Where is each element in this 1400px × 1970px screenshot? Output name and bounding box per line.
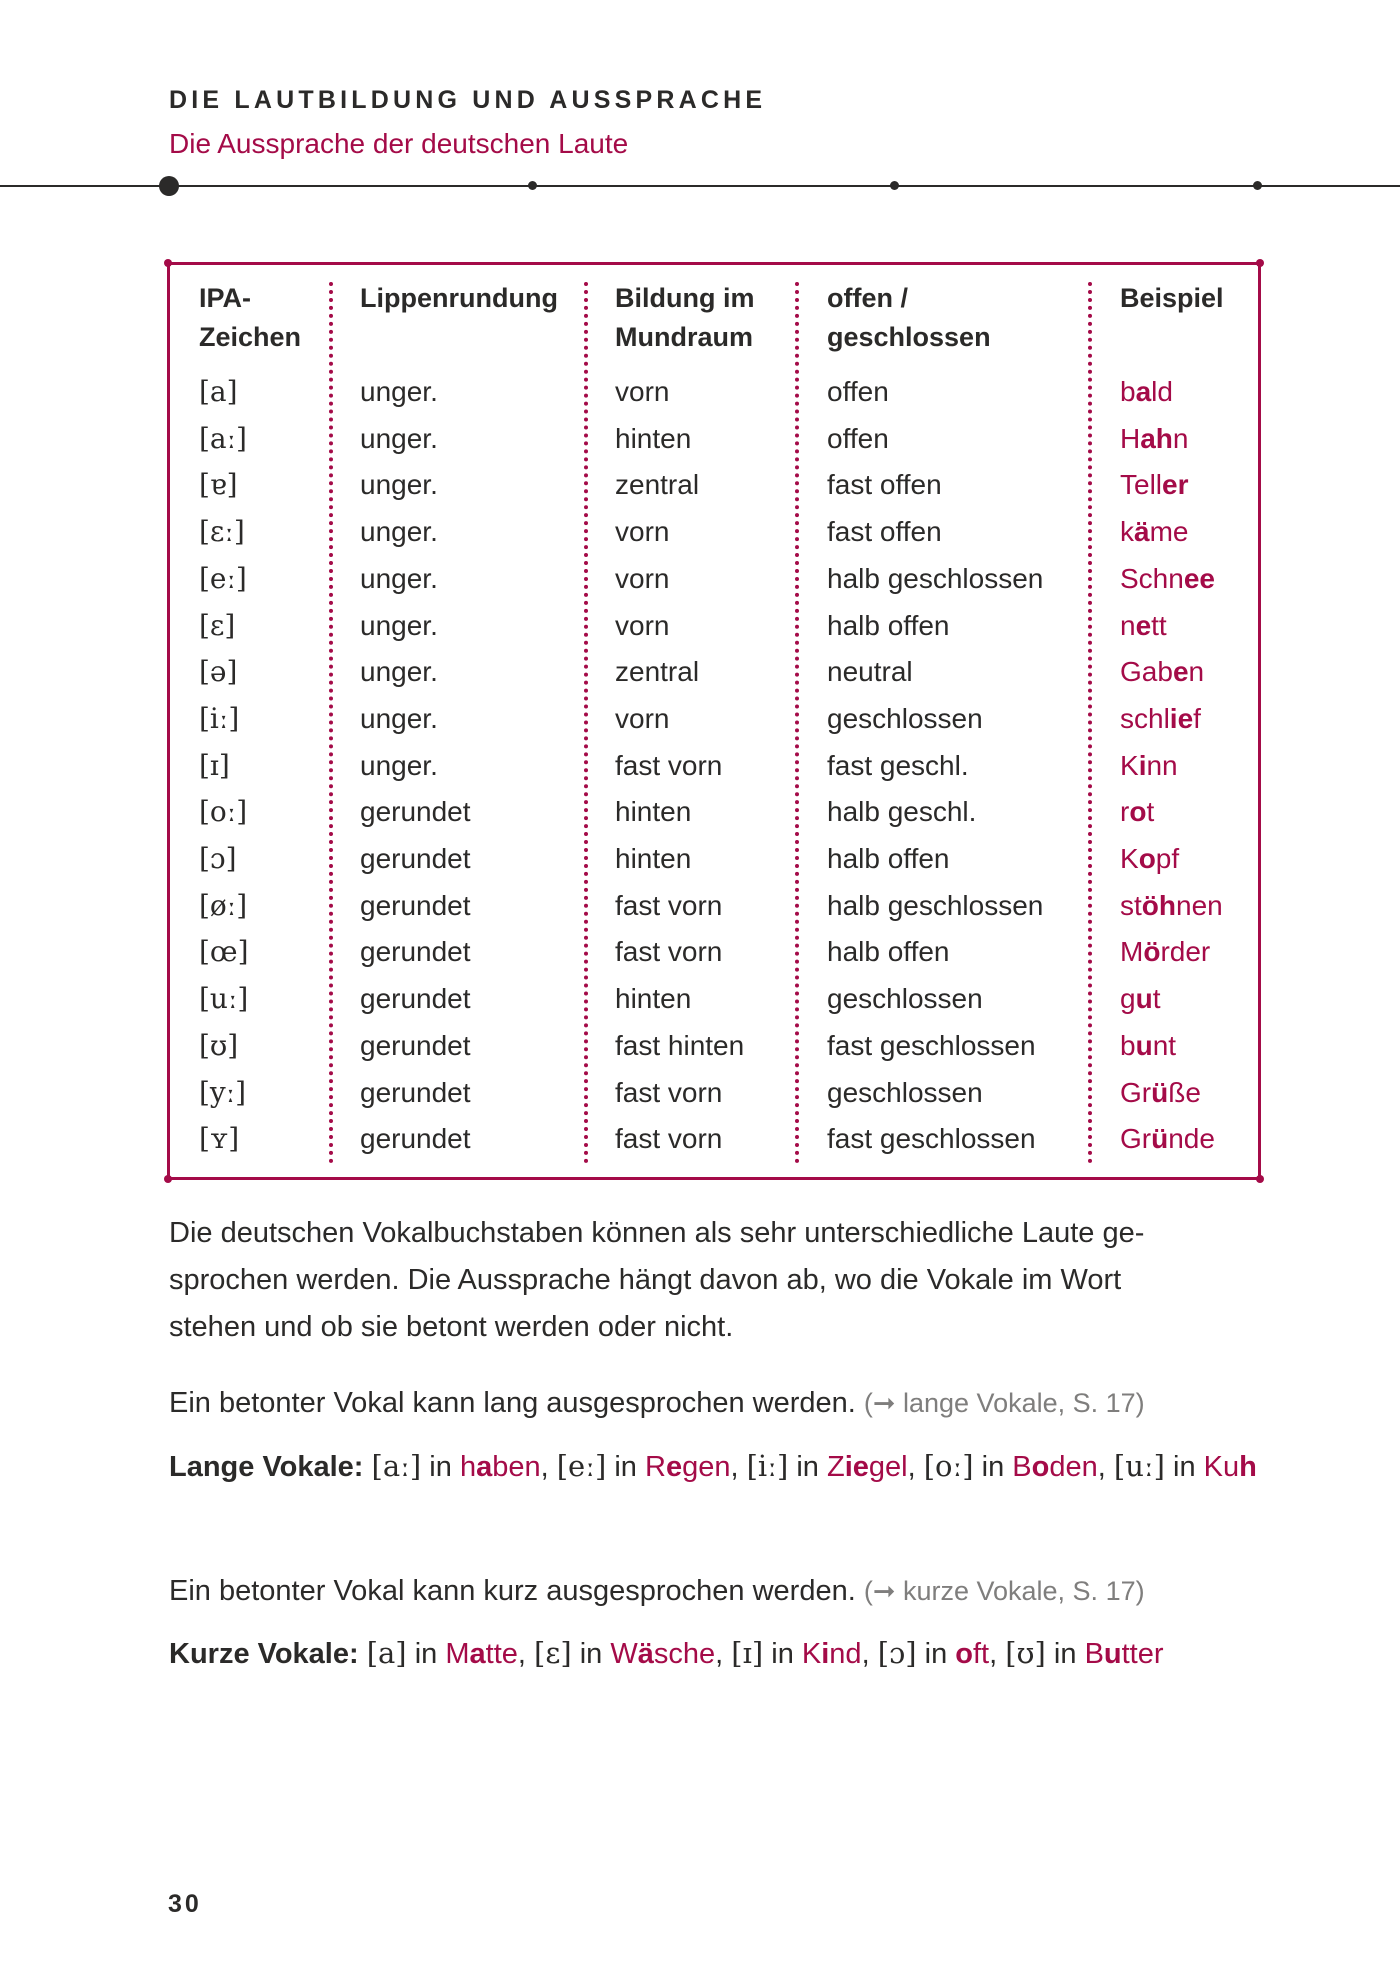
example-segment: M bbox=[1120, 936, 1144, 968]
cell-ipa: [œ] bbox=[199, 935, 249, 969]
cell-ipa: [iː] bbox=[199, 701, 240, 735]
connector-in: in bbox=[796, 1451, 819, 1483]
example-segment: h bbox=[459, 1451, 477, 1483]
example-word bbox=[645, 1451, 730, 1483]
example-segment: nde bbox=[1168, 1123, 1215, 1155]
cell-example-word bbox=[1120, 369, 1173, 416]
example-highlight: ü bbox=[1151, 1123, 1169, 1155]
cell-open: halb geschlossen bbox=[827, 889, 1044, 921]
table-row bbox=[170, 1116, 1258, 1163]
cell-lip: unger. bbox=[360, 516, 438, 548]
long-vowel-sentence bbox=[169, 1380, 1279, 1427]
cell-example-word bbox=[1120, 929, 1210, 976]
example-word bbox=[445, 1638, 518, 1670]
short-vowel-examples bbox=[169, 1630, 1279, 1678]
header-openness: offen / geschlossen bbox=[827, 283, 991, 352]
example-segment: ben bbox=[492, 1451, 541, 1483]
table-corner-dot bbox=[164, 1175, 172, 1183]
cell-lip: gerundet bbox=[360, 1123, 471, 1155]
cell-example-word bbox=[1120, 1116, 1215, 1163]
cell-open: geschlossen bbox=[827, 983, 983, 1015]
cell-ipa: [ə] bbox=[199, 655, 238, 689]
connector-in: in bbox=[1173, 1451, 1196, 1483]
example-highlight: ä bbox=[1134, 516, 1150, 548]
connector-in: in bbox=[924, 1638, 948, 1670]
example-highlight: ah bbox=[1140, 422, 1173, 454]
connector-in: in bbox=[579, 1638, 603, 1670]
cell-place: hinten bbox=[615, 983, 692, 1015]
table-row bbox=[170, 976, 1258, 1023]
example-segment: Z bbox=[827, 1451, 845, 1483]
connector-in: in bbox=[614, 1451, 637, 1483]
cell-lip: unger. bbox=[360, 562, 438, 594]
table-row bbox=[170, 743, 1258, 790]
cell-place: vorn bbox=[615, 562, 670, 594]
short-vowel-label: Kurze Vokale: bbox=[169, 1638, 359, 1670]
intro-line: sprochen werden. Die Aussprache hängt davon ab, wo die Vokale im Wort bbox=[169, 1264, 1122, 1296]
example-highlight: e bbox=[1172, 656, 1189, 688]
table-corner-dot bbox=[1256, 1175, 1264, 1183]
cell-place: vorn bbox=[615, 609, 670, 641]
cell-place: fast vorn bbox=[615, 1123, 723, 1155]
vowel-table bbox=[167, 262, 1261, 1180]
cell-lip: unger. bbox=[360, 702, 438, 734]
cell-open: fast geschlossen bbox=[827, 1029, 1036, 1061]
example-highlight: i bbox=[821, 1638, 830, 1670]
example-segment: b bbox=[1120, 376, 1136, 407]
example-segment: t bbox=[1146, 796, 1155, 828]
example-highlight: ie bbox=[844, 1451, 869, 1483]
cell-open: geschlossen bbox=[827, 702, 983, 734]
example-word bbox=[802, 1638, 862, 1670]
example-segment: rder bbox=[1160, 936, 1211, 968]
cell-example-word bbox=[1120, 696, 1201, 743]
section-subtitle: Die Aussprache der deutschen Laute bbox=[169, 128, 629, 159]
table-row bbox=[170, 416, 1258, 463]
example-highlight: u bbox=[1103, 1638, 1122, 1670]
cell-open: geschlossen bbox=[827, 1076, 983, 1108]
vowel-ipa: [ɛ] bbox=[534, 1636, 572, 1670]
example-segment: Gr bbox=[1120, 1076, 1152, 1108]
cell-ipa: [ɛː] bbox=[199, 515, 245, 549]
cell-lip: gerundet bbox=[360, 983, 471, 1015]
cell-lip: gerundet bbox=[360, 1076, 471, 1108]
example-highlight: e bbox=[1135, 609, 1152, 641]
example-segment: K bbox=[801, 1638, 822, 1670]
example-highlight: ü bbox=[1151, 1076, 1169, 1108]
cell-ipa: [eː] bbox=[199, 561, 247, 595]
example-highlight: h bbox=[1239, 1451, 1257, 1483]
intro-paragraph bbox=[169, 1210, 1279, 1351]
example-highlight: er bbox=[1162, 469, 1189, 501]
vowel-ipa: [eː] bbox=[556, 1449, 607, 1483]
example-segment: B bbox=[1012, 1451, 1032, 1483]
example-segment: Tell bbox=[1120, 469, 1163, 501]
page-number: 30 bbox=[168, 1890, 202, 1918]
cell-place: zentral bbox=[615, 656, 700, 688]
example-highlight: ä bbox=[637, 1638, 654, 1670]
header-rule bbox=[0, 185, 1400, 187]
example-word bbox=[460, 1451, 541, 1483]
cell-ipa: [ɔ] bbox=[199, 842, 237, 875]
short-sentence-text: Ein betonter Vokal kann kurz ausgesprochen werden. bbox=[169, 1575, 856, 1607]
cell-lip: gerundet bbox=[360, 889, 471, 921]
cell-open: halb offen bbox=[827, 936, 950, 968]
example-segment: gen bbox=[682, 1451, 731, 1483]
cell-ipa: [a] bbox=[199, 375, 238, 408]
long-sentence-text: Ein betonter Vokal kann lang ausgesprochen werden. bbox=[169, 1387, 856, 1419]
header-example: Beispiel bbox=[1120, 283, 1224, 313]
cell-open: fast offen bbox=[827, 469, 942, 501]
example-segment: H bbox=[1120, 422, 1141, 454]
example-segment: nn bbox=[1146, 749, 1178, 781]
example-segment: pf bbox=[1155, 843, 1180, 874]
example-segment: Gr bbox=[1120, 1123, 1152, 1155]
chapter-kicker: DIE LAUTBILDUNG UND AUSSPRACHE bbox=[169, 86, 767, 114]
short-vowel-crossref[interactable]: (➞ kurze Vokale, S. 17) bbox=[863, 1576, 1145, 1606]
example-segment: Ku bbox=[1203, 1451, 1240, 1483]
rule-dot bbox=[1253, 181, 1262, 190]
example-highlight: o bbox=[1129, 796, 1147, 828]
cell-open: halb geschl. bbox=[827, 796, 977, 828]
cell-place: fast vorn bbox=[615, 936, 723, 968]
table-row bbox=[170, 696, 1258, 743]
example-highlight: a bbox=[469, 1638, 486, 1670]
cell-place: fast vorn bbox=[615, 1076, 723, 1108]
example-word bbox=[1204, 1451, 1257, 1483]
example-segment: me bbox=[1149, 516, 1189, 548]
long-vowel-crossref[interactable]: (➞ lange Vokale, S. 17) bbox=[863, 1388, 1145, 1418]
example-segment: r bbox=[1120, 796, 1130, 828]
table-row bbox=[170, 1070, 1258, 1117]
example-word bbox=[827, 1451, 908, 1483]
table-row bbox=[170, 556, 1258, 603]
example-segment: den bbox=[1049, 1451, 1098, 1483]
connector-in: in bbox=[1053, 1638, 1077, 1670]
cell-open: halb offen bbox=[827, 609, 950, 641]
example-segment: K bbox=[1120, 749, 1139, 781]
cell-ipa: [oː] bbox=[199, 795, 248, 829]
table-corner-dot bbox=[1256, 259, 1264, 267]
example-segment: st bbox=[1120, 889, 1142, 921]
separator: , bbox=[540, 1451, 549, 1483]
separator: , bbox=[907, 1451, 916, 1483]
vowel-ipa: [oː] bbox=[923, 1449, 974, 1483]
long-vowel-label: Lange Vokale: bbox=[169, 1451, 364, 1483]
example-segment: M bbox=[445, 1638, 470, 1670]
cell-place: vorn bbox=[615, 516, 670, 548]
header-lip-rounding: Lippenrundung bbox=[360, 283, 558, 313]
example-segment: n bbox=[1120, 609, 1136, 641]
example-word bbox=[1012, 1451, 1097, 1483]
cell-place: fast vorn bbox=[615, 749, 723, 781]
example-highlight: e bbox=[665, 1451, 683, 1483]
example-highlight: ie bbox=[1169, 702, 1194, 734]
example-segment: nd bbox=[829, 1638, 862, 1670]
separator: , bbox=[715, 1638, 724, 1670]
cell-ipa: [ɐ] bbox=[199, 468, 238, 502]
cell-place: zentral bbox=[615, 469, 700, 501]
cell-example-word bbox=[1120, 649, 1204, 696]
example-highlight: ee bbox=[1183, 562, 1215, 594]
vowel-ipa: [ɪ] bbox=[731, 1636, 764, 1670]
cell-ipa: [aː] bbox=[199, 421, 247, 455]
cell-ipa: [uː] bbox=[199, 982, 249, 1016]
long-vowel-examples bbox=[169, 1443, 1279, 1491]
cell-example-word bbox=[1120, 883, 1223, 930]
cell-place: fast vorn bbox=[615, 889, 723, 921]
example-segment: ße bbox=[1168, 1076, 1201, 1108]
cell-open: halb geschlossen bbox=[827, 562, 1044, 594]
cell-lip: gerundet bbox=[360, 796, 471, 828]
rule-dot bbox=[890, 181, 899, 190]
cell-example-word bbox=[1120, 1070, 1201, 1117]
cell-example-word bbox=[1120, 789, 1154, 836]
connector-in: in bbox=[429, 1451, 452, 1483]
example-highlight: a bbox=[1135, 376, 1152, 407]
example-segment: K bbox=[1120, 843, 1139, 874]
separator: , bbox=[517, 1638, 526, 1670]
example-highlight: öh bbox=[1141, 889, 1176, 921]
cell-open: fast offen bbox=[827, 516, 942, 548]
connector-in: in bbox=[771, 1638, 794, 1670]
cell-place: vorn bbox=[615, 702, 670, 734]
example-segment: nt bbox=[1152, 1029, 1177, 1061]
example-segment: f bbox=[1193, 702, 1201, 734]
table-row bbox=[170, 836, 1258, 883]
vowel-ipa: [aː] bbox=[371, 1449, 422, 1483]
cell-place: hinten bbox=[615, 422, 692, 454]
vowel-ipa: [uː] bbox=[1113, 1449, 1165, 1483]
cell-lip: unger. bbox=[360, 656, 438, 688]
cell-open: fast geschl. bbox=[827, 749, 969, 781]
example-highlight: u bbox=[1135, 1029, 1153, 1061]
separator: , bbox=[989, 1638, 998, 1670]
example-segment: ld bbox=[1151, 376, 1173, 407]
separator: , bbox=[1097, 1451, 1106, 1483]
cell-example-word bbox=[1120, 556, 1215, 603]
cell-example-word bbox=[1120, 462, 1188, 509]
vowel-ipa: [a] bbox=[366, 1636, 407, 1670]
cell-open: neutral bbox=[827, 656, 913, 688]
cell-ipa: [øː] bbox=[199, 888, 248, 922]
example-highlight: i bbox=[1138, 749, 1147, 781]
cell-ipa: [ʏ] bbox=[199, 1122, 240, 1156]
cell-open: offen bbox=[827, 422, 889, 454]
cell-example-word bbox=[1120, 1023, 1176, 1070]
example-segment: B bbox=[1084, 1638, 1104, 1670]
cell-lip: unger. bbox=[360, 749, 438, 781]
example-segment: tte bbox=[485, 1638, 518, 1670]
cell-place: hinten bbox=[615, 796, 692, 828]
table-row bbox=[170, 369, 1258, 416]
cell-lip: unger. bbox=[360, 376, 438, 407]
rule-dot bbox=[528, 181, 537, 190]
cell-example-word bbox=[1120, 743, 1178, 790]
table-row bbox=[170, 509, 1258, 556]
example-highlight: o bbox=[955, 1638, 973, 1670]
cell-ipa: [yː] bbox=[199, 1075, 247, 1109]
separator: , bbox=[730, 1451, 739, 1483]
vowel-ipa: [ʊ] bbox=[1005, 1636, 1046, 1670]
table-row bbox=[170, 462, 1258, 509]
example-word bbox=[1085, 1638, 1164, 1670]
table-row bbox=[170, 883, 1258, 930]
connector-in: in bbox=[981, 1451, 1005, 1483]
example-segment: schl bbox=[1120, 702, 1170, 734]
example-highlight: u bbox=[1135, 983, 1153, 1015]
example-segment: Schn bbox=[1120, 562, 1184, 594]
example-segment: nen bbox=[1176, 889, 1223, 921]
rule-dot-large bbox=[159, 176, 179, 196]
separator: , bbox=[861, 1638, 870, 1670]
example-segment: t bbox=[1152, 983, 1161, 1015]
cell-place: vorn bbox=[615, 376, 670, 407]
example-segment: W bbox=[610, 1638, 638, 1670]
example-word bbox=[610, 1638, 715, 1670]
cell-lip: gerundet bbox=[360, 936, 471, 968]
cell-lip: unger. bbox=[360, 469, 438, 501]
example-highlight: o bbox=[1031, 1451, 1050, 1483]
cell-place: hinten bbox=[615, 843, 692, 874]
cell-ipa: [ɛ] bbox=[199, 608, 236, 642]
cell-place: fast hinten bbox=[615, 1029, 745, 1061]
example-highlight: ö bbox=[1143, 936, 1161, 968]
example-segment: n bbox=[1172, 422, 1189, 454]
example-highlight: a bbox=[476, 1451, 493, 1483]
example-segment: sche bbox=[653, 1638, 716, 1670]
cell-ipa: [ʊ] bbox=[199, 1028, 239, 1062]
connector-in: in bbox=[414, 1638, 438, 1670]
example-segment: k bbox=[1120, 516, 1134, 548]
cell-example-word bbox=[1120, 836, 1179, 883]
table-row bbox=[170, 789, 1258, 836]
header-ipa: IPA- Zeichen bbox=[199, 283, 302, 352]
cell-lip: unger. bbox=[360, 422, 438, 454]
cell-example-word bbox=[1120, 976, 1160, 1023]
example-segment: ft bbox=[972, 1638, 990, 1670]
cell-lip: gerundet bbox=[360, 1029, 471, 1061]
table-corner-dot bbox=[164, 259, 172, 267]
table-row bbox=[170, 649, 1258, 696]
table-row bbox=[170, 603, 1258, 650]
example-segment: b bbox=[1120, 1029, 1136, 1061]
example-highlight: o bbox=[1138, 843, 1156, 874]
table-row bbox=[170, 1023, 1258, 1070]
intro-line: stehen und ob sie betont werden oder nicht. bbox=[169, 1311, 734, 1343]
example-word bbox=[955, 1638, 989, 1670]
cell-example-word bbox=[1120, 509, 1188, 556]
example-segment: tter bbox=[1121, 1638, 1164, 1670]
vowel-ipa: [ɔ] bbox=[877, 1636, 917, 1670]
vowel-ipa: [iː] bbox=[746, 1449, 789, 1483]
example-segment: Gab bbox=[1120, 656, 1173, 688]
cell-example-word bbox=[1120, 603, 1167, 650]
cell-open: halb offen bbox=[827, 843, 950, 874]
cell-open: fast geschlossen bbox=[827, 1123, 1036, 1155]
cell-lip: gerundet bbox=[360, 843, 471, 874]
header-place: Bildung im Mundraum bbox=[615, 283, 755, 352]
example-segment: n bbox=[1188, 656, 1205, 688]
example-segment: tt bbox=[1151, 609, 1167, 641]
intro-line: Die deutschen Vokalbuchstaben können als sehr unterschiedliche Laute ge- bbox=[169, 1217, 1145, 1249]
cell-lip: unger. bbox=[360, 609, 438, 641]
cell-ipa: [ɪ] bbox=[199, 748, 230, 782]
short-vowel-sentence bbox=[169, 1568, 1279, 1615]
cell-example-word bbox=[1120, 416, 1189, 463]
example-segment: g bbox=[1120, 983, 1136, 1015]
example-segment: gel bbox=[868, 1451, 908, 1483]
example-segment: R bbox=[645, 1451, 666, 1483]
table-row bbox=[170, 929, 1258, 976]
cell-open: offen bbox=[827, 376, 889, 407]
